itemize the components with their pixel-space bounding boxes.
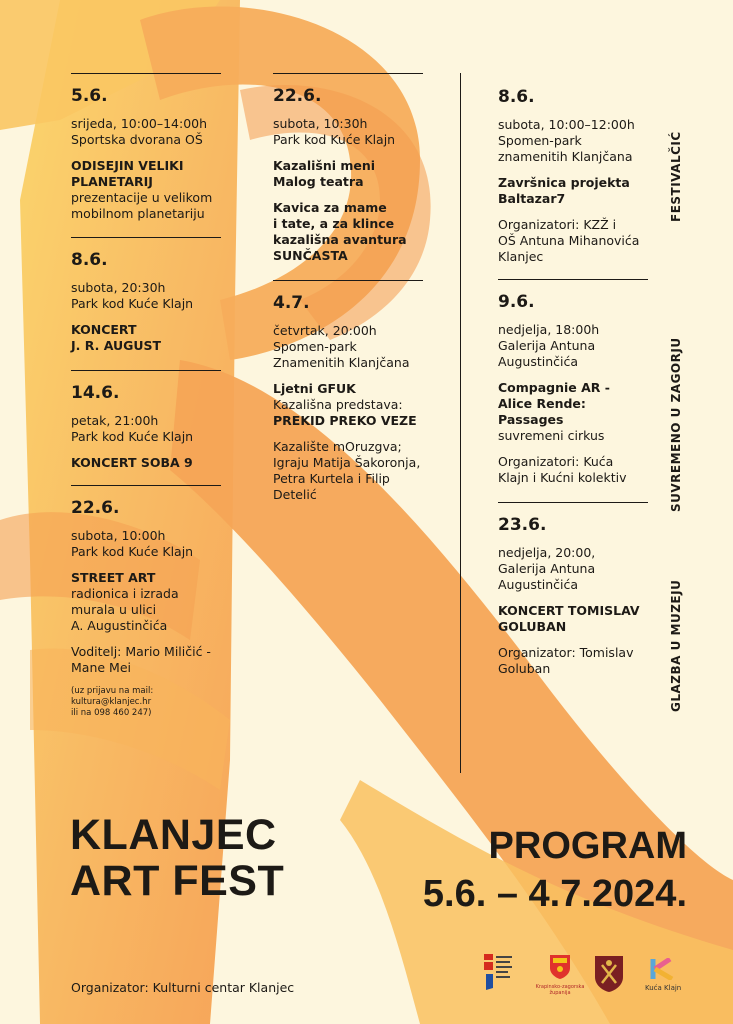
event-date: 4.7. bbox=[273, 293, 310, 313]
event-time: srijeda, 10:00–14:00h bbox=[71, 116, 208, 131]
event-credits: Igraju Matija Šakoronja, bbox=[273, 455, 421, 470]
event-organizers: Goluban bbox=[498, 661, 551, 676]
county-shield-icon bbox=[549, 954, 571, 980]
event-description: radionica i izrada bbox=[71, 586, 179, 601]
event-venue: Park kod Kuće Klajn bbox=[273, 132, 396, 147]
event-date: 23.6. bbox=[498, 515, 547, 535]
event-description: A. Augustinčića bbox=[71, 618, 168, 633]
event-venue: Sportska dvorana OŠ bbox=[71, 132, 203, 147]
kuca-klajn-caption: Kuća Klajn bbox=[645, 984, 682, 992]
event-title: Malog teatra bbox=[273, 174, 364, 189]
event-title: PLANETARIJ bbox=[71, 174, 153, 189]
divider bbox=[71, 73, 221, 74]
event-description: suvremeni cirkus bbox=[498, 428, 605, 443]
event-title: Ljetni GFUK bbox=[273, 381, 356, 396]
column-1 bbox=[71, 73, 221, 719]
event-title: PREKID PREKO VEZE bbox=[273, 413, 417, 428]
event-title: Passages bbox=[498, 412, 564, 427]
program-label: PROGRAM bbox=[488, 825, 687, 867]
k-letter-icon bbox=[650, 958, 676, 980]
divider bbox=[71, 485, 221, 486]
event-venue: Galerija Antuna bbox=[498, 338, 596, 353]
krapina-zagorje-logo bbox=[532, 954, 588, 996]
event-title: ODISEJIN VELIKI bbox=[71, 158, 184, 173]
event-title: SUNČASTA bbox=[273, 248, 348, 263]
event-venue: Galerija Antuna bbox=[498, 561, 596, 576]
event-organizers: Organizatori: Kuća bbox=[498, 454, 614, 469]
divider bbox=[273, 280, 423, 281]
event-title: Završnica projekta bbox=[498, 175, 630, 190]
event-title: GOLUBAN bbox=[498, 619, 567, 634]
column-2 bbox=[273, 73, 423, 503]
event-note: (uz prijavu na mail: kultura@klanjec.hr bbox=[71, 686, 154, 707]
event-title: STREET ART bbox=[71, 570, 156, 585]
event-title: Kazališni meni bbox=[273, 158, 376, 173]
event-facilitator: Voditelj: Mario Miličić - bbox=[71, 644, 211, 659]
event-venue: Park kod Kuće Klajn bbox=[71, 429, 194, 444]
divider bbox=[273, 73, 423, 74]
event-time: subota, 20:30h bbox=[71, 280, 166, 295]
event-title: KONCERT TOMISLAV bbox=[498, 603, 640, 618]
event-date: 8.6. bbox=[71, 250, 108, 270]
event-organizers: Klajn i Kućni kolektiv bbox=[498, 470, 627, 485]
croatia-coat-logo bbox=[484, 954, 514, 996]
side-label-festivalcic: FESTIVALČIĆ bbox=[669, 131, 683, 222]
event-date: 22.6. bbox=[71, 498, 120, 518]
event-title: Kavica za mame bbox=[273, 200, 387, 215]
event-title: Baltazar7 bbox=[498, 191, 566, 206]
event-time: subota, 10:30h bbox=[273, 116, 368, 131]
column-divider bbox=[460, 73, 461, 773]
event-title: Compagnie AR - bbox=[498, 380, 610, 395]
event-title: kazališna avantura bbox=[273, 232, 407, 247]
event-time: četvrtak, 20:00h bbox=[273, 323, 377, 338]
divider bbox=[498, 502, 648, 503]
event-time: subota, 10:00–12:00h bbox=[498, 117, 635, 132]
event-date: 8.6. bbox=[498, 87, 535, 107]
event-credits: Detelić bbox=[273, 487, 317, 502]
festival-title bbox=[70, 812, 284, 904]
event-date: 5.6. bbox=[71, 86, 108, 106]
event-title: J. R. AUGUST bbox=[71, 338, 162, 353]
column-3 bbox=[498, 73, 648, 677]
klanjec-coat-logo bbox=[594, 955, 624, 997]
event-time: subota, 10:00h bbox=[71, 528, 166, 543]
event-date: 14.6. bbox=[71, 383, 120, 403]
event-venue: Spomen-park bbox=[498, 133, 582, 148]
event-organizers: Organizator: Tomislav bbox=[498, 645, 634, 660]
event-description: prezentacije u velikom bbox=[71, 190, 213, 205]
event-title: i tate, a za klince bbox=[273, 216, 395, 231]
side-label-glazba: GLAZBA U MUZEJU bbox=[669, 579, 683, 712]
event-time: petak, 21:00h bbox=[71, 413, 159, 428]
event-venue: Znamenitih Klanjčana bbox=[273, 355, 410, 370]
event-title: KONCERT bbox=[71, 322, 137, 337]
organizer-text: Organizator: Kulturni centar Klanjec bbox=[71, 980, 295, 995]
event-venue: znamenitih Klanjčana bbox=[498, 149, 633, 164]
event-credits: Kazalište mOruzgva; bbox=[273, 439, 402, 454]
event-description: mobilnom planetariju bbox=[71, 206, 205, 221]
event-organizers: Organizatori: KZŽ i bbox=[498, 217, 617, 232]
festival-title-line: ART FEST bbox=[70, 857, 285, 905]
event-date: 22.6. bbox=[273, 86, 322, 106]
county-caption: Krapinsko-zagorska županija bbox=[535, 984, 585, 996]
event-venue: Augustinčića bbox=[498, 577, 579, 592]
divider bbox=[71, 237, 221, 238]
event-facilitator: Mane Mei bbox=[71, 660, 131, 675]
event-organizers: OŠ Antuna Mihanovića bbox=[498, 233, 640, 248]
event-venue: Park kod Kuće Klajn bbox=[71, 296, 194, 311]
event-description: murala u ulici bbox=[71, 602, 157, 617]
side-label-suvremeno: SUVREMENO U ZAGORJU bbox=[669, 337, 683, 512]
event-description: Kazališna predstava: bbox=[273, 397, 403, 412]
event-time: nedjelja, 20:00, bbox=[498, 545, 596, 560]
program-heading bbox=[423, 822, 687, 918]
festival-title-line: KLANJEC bbox=[70, 811, 277, 859]
event-venue: Park kod Kuće Klajn bbox=[71, 544, 194, 559]
program-dates: 5.6. – 4.7.2024. bbox=[422, 873, 687, 915]
event-date: 9.6. bbox=[498, 292, 535, 312]
event-note: ili na 098 460 247) bbox=[71, 708, 152, 718]
divider bbox=[71, 370, 221, 371]
event-venue: Augustinčića bbox=[498, 354, 579, 369]
event-time: nedjelja, 18:00h bbox=[498, 322, 600, 337]
event-title: Alice Rende: bbox=[498, 396, 586, 411]
divider bbox=[498, 279, 648, 280]
event-organizers: Klanjec bbox=[498, 249, 544, 264]
kuca-klajn-logo bbox=[645, 958, 681, 992]
event-title: KONCERT SOBA 9 bbox=[71, 455, 193, 470]
event-credits: Petra Kurtela i Filip bbox=[273, 471, 390, 486]
event-venue: Spomen-park bbox=[273, 339, 357, 354]
